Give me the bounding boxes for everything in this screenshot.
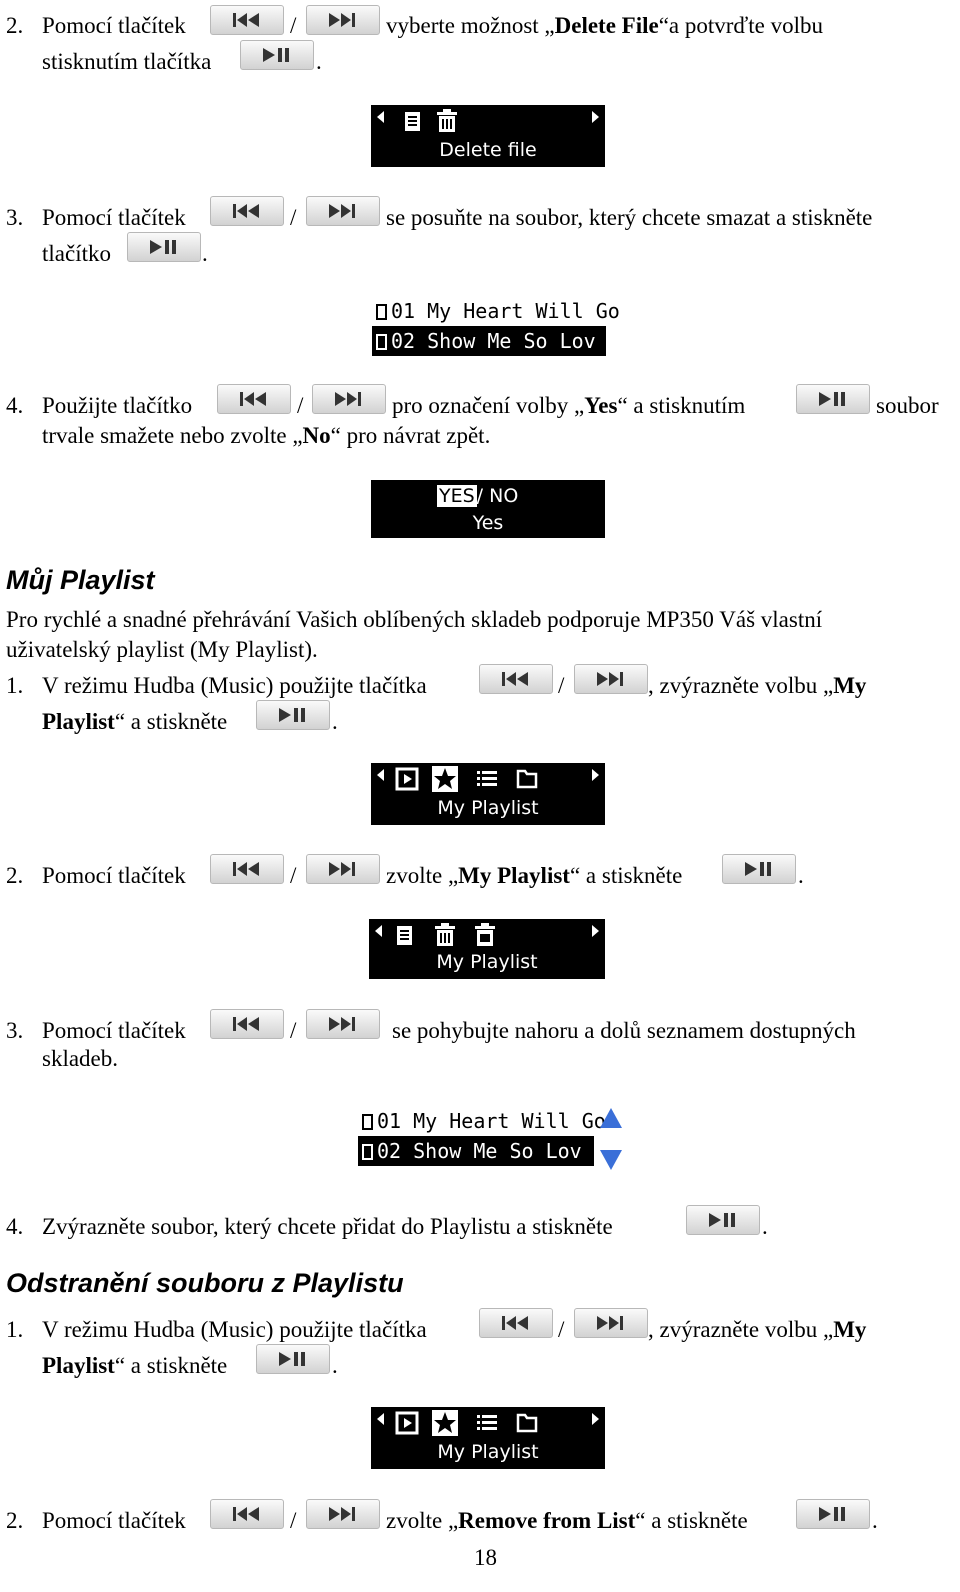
play-pause-icon [745,860,773,878]
play-pause-icon [150,238,178,256]
play-pause-icon [279,1350,307,1368]
play-pause-button[interactable] [240,40,314,70]
page-number: 18 [474,1545,497,1570]
trash-icon [431,921,459,949]
step-text: tlačítko [42,241,111,266]
file-list [358,1106,624,1172]
screen-label: My Playlist [436,951,538,973]
step-text: Zvýrazněte soubor, který chcete přidat do Playlistu a stiskněte [42,1214,613,1239]
slash: / [290,863,297,888]
play-icon [393,1409,421,1437]
right-arrow-icon [592,111,599,123]
period: . [332,709,338,734]
step-number: 4. [6,393,24,418]
file-icon [376,304,387,320]
step-text: vyberte možnost „Delete File“a potvrďte volbu [386,13,824,38]
slash: / [297,393,304,418]
period: . [762,1214,768,1239]
list-icon [399,107,427,135]
right-arrow-icon [592,1413,599,1425]
slash: / [290,205,297,230]
step-text: stisknutím tlačítka [42,49,212,74]
play-pause-button[interactable] [796,384,870,414]
prev-button[interactable] [210,5,284,35]
prev-icon [233,860,261,878]
star-icon [431,1409,459,1437]
step-text: se posuňte na soubor, který chcete smazat a stiskněte [386,205,873,230]
prev-icon [502,670,530,688]
yes-no-prompt: YES / NO [439,485,519,507]
play-pause-button[interactable] [686,1205,760,1235]
prev-icon [233,1015,261,1033]
step-text: zvolte „My Playlist“ a stiskněte [386,863,683,888]
prev-icon [233,11,261,29]
device-screen-playlist [369,919,605,979]
file-icon [376,334,387,350]
section-heading: Můj Playlist [6,565,155,595]
period: . [202,241,208,266]
right-arrow-icon [592,925,599,937]
device-screen-menu [371,763,605,825]
screen-label: Delete file [439,139,537,161]
next-icon [329,1015,357,1033]
scroll-up-icon[interactable] [598,1106,624,1130]
left-arrow-icon [375,925,382,937]
play-pause-button[interactable] [256,1344,330,1374]
step-text: V režimu Hudba (Music) použijte tlačítka [42,1317,427,1342]
file-row-selected[interactable]: 02 Show Me So Lov [358,1136,594,1166]
play-pause-icon [263,46,291,64]
step-number: 4. [6,1214,24,1239]
play-pause-button[interactable] [796,1499,870,1529]
period: . [872,1508,878,1533]
prev-button[interactable] [210,1009,284,1039]
list-icon [391,921,419,949]
prev-button[interactable] [210,1499,284,1529]
period: . [316,49,322,74]
star-icon [431,765,459,793]
step-number: 2. [6,1508,24,1533]
scroll-down-icon[interactable] [598,1148,624,1172]
next-icon [597,1314,625,1332]
play-icon [393,765,421,793]
step-number: 1. [6,673,24,698]
play-pause-button[interactable] [722,854,796,884]
list-icon [473,765,501,793]
prev-button[interactable] [210,196,284,226]
slash: / [290,1508,297,1533]
next-icon [335,390,363,408]
step-number: 2. [6,863,24,888]
file-icon [362,1114,373,1130]
screen-label: Yes [472,512,504,534]
prev-icon [240,390,268,408]
play-pause-button[interactable] [256,700,330,730]
prev-icon [233,1505,261,1523]
next-button[interactable] [306,1009,380,1039]
step-text: trvale smažete nebo zvolte „No“ pro návrat zpět. [42,423,491,448]
slash: / [290,13,297,38]
slash: / [558,673,565,698]
paragraph: Pro rychlé a snadné přehrávání Vašich oblíbených skladeb podporuje MP350 Váš vlastní [6,607,823,632]
slash: / [290,1018,297,1043]
prev-icon [233,202,261,220]
step-text: Pomocí tlačítek [42,205,186,230]
folder-icon [513,1409,541,1437]
step-text: skladeb. [42,1046,119,1071]
prev-button[interactable] [210,854,284,884]
step-number: 1. [6,1317,24,1342]
prev-button[interactable] [479,1308,553,1338]
next-button[interactable] [306,196,380,226]
step-text: , zvýrazněte volbu „My [648,673,867,698]
next-icon [329,11,357,29]
step-number: 3. [6,205,24,230]
step-text: Pomocí tlačítek [42,863,186,888]
next-icon [329,860,357,878]
step-text: Pomocí tlačítek [42,1018,186,1043]
next-icon [329,202,357,220]
prev-button[interactable] [479,664,553,694]
trash-all-icon [471,921,499,949]
step-text: , zvýrazněte volbu „My [648,1317,867,1342]
right-arrow-icon [592,769,599,781]
play-pause-button[interactable] [127,232,201,262]
step-text: Pomocí tlačítek [42,13,186,38]
play-pause-icon [819,1505,847,1523]
left-arrow-icon [377,1413,384,1425]
folder-icon [513,765,541,793]
file-row[interactable]: 01 My Heart Will Go [358,1106,606,1136]
next-button[interactable] [306,854,380,884]
prev-icon [502,1314,530,1332]
next-button[interactable] [312,384,386,414]
left-arrow-icon [377,769,384,781]
file-row-selected[interactable]: 02 Show Me So Lov [372,326,606,356]
slash: / [558,1317,565,1342]
next-button[interactable] [306,5,380,35]
next-button[interactable] [574,1308,648,1338]
period: . [798,863,804,888]
next-icon [597,670,625,688]
device-screen-yes-no [371,480,605,538]
section-heading: Odstranění souboru z Playlistu [6,1268,404,1298]
trash-icon [433,107,461,135]
step-text: Playlist“ a stiskněte [42,709,228,734]
file-row[interactable]: 01 My Heart Will Go [372,296,620,326]
step-text: se pohybujte nahoru a dolů seznamem dostupných [392,1018,856,1043]
list-icon [473,1409,501,1437]
device-screen-menu [371,1407,605,1469]
left-arrow-icon [377,111,384,123]
step-text: Playlist“ a stiskněte [42,1353,228,1378]
step-number: 2. [6,13,24,38]
play-pause-icon [819,390,847,408]
step-number: 3. [6,1018,24,1043]
step-text: zvolte „Remove from List“ a stiskněte [386,1508,748,1533]
screen-label: My Playlist [437,1441,539,1463]
step-text: V režimu Hudba (Music) použijte tlačítka [42,673,427,698]
next-button[interactable] [306,1499,380,1529]
play-pause-icon [709,1211,737,1229]
play-pause-icon [279,706,307,724]
period: . [332,1353,338,1378]
next-button[interactable] [574,664,648,694]
file-icon [362,1144,373,1160]
file-list [372,296,620,358]
prev-button[interactable] [217,384,291,414]
next-icon [329,1505,357,1523]
paragraph: uživatelský playlist (My Playlist). [6,637,318,662]
device-screen-delete [371,105,605,167]
step-text: pro označení volby „Yes“ a stisknutím [392,393,746,418]
step-text: Pomocí tlačítek [42,1508,186,1533]
screen-label: My Playlist [437,797,539,819]
step-text: soubor [876,393,939,418]
step-text: Použijte tlačítko [42,393,193,418]
